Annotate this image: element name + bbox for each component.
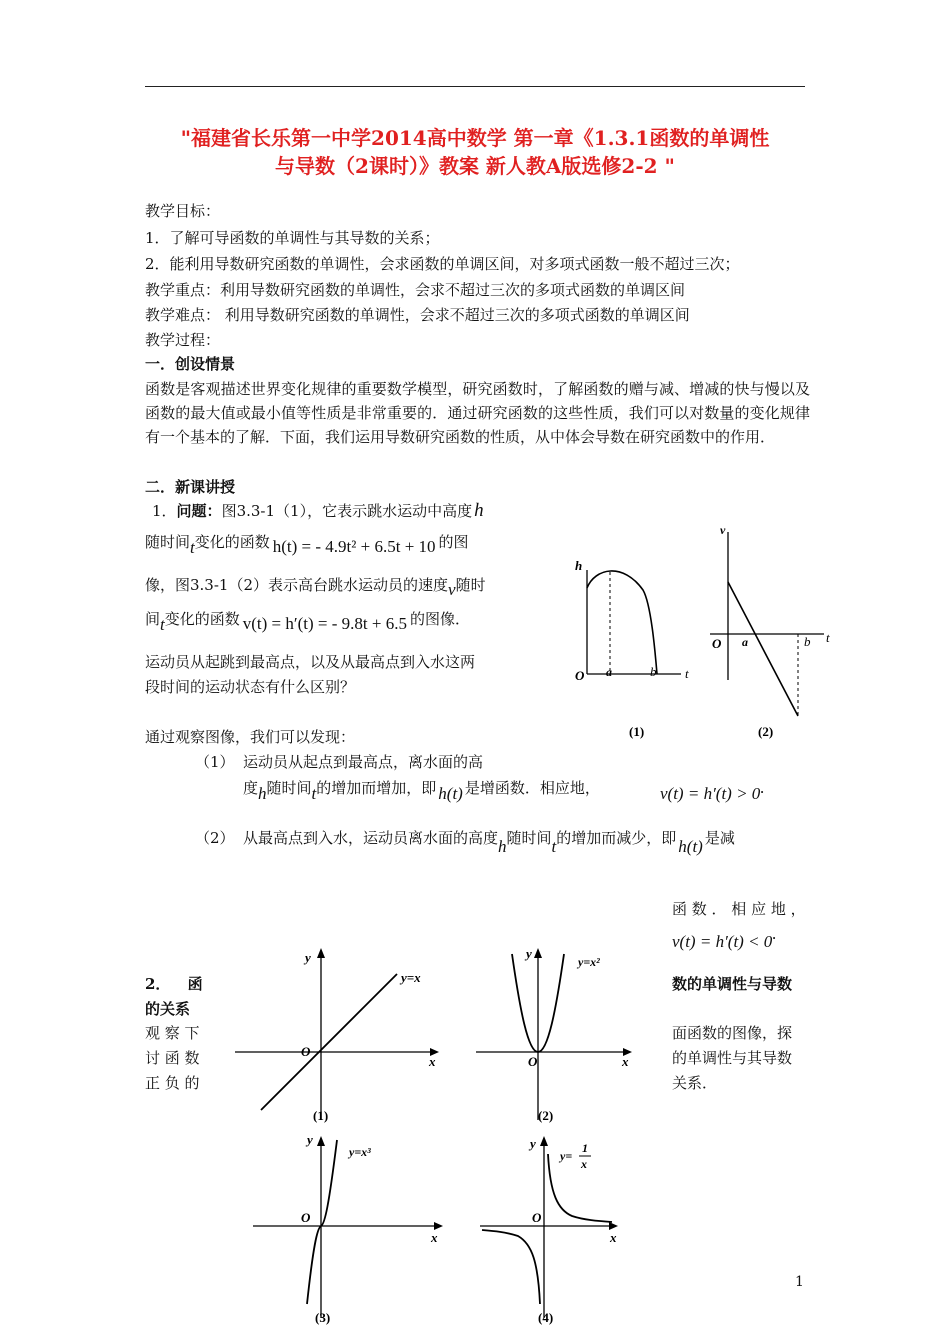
math-h: h	[474, 500, 484, 521]
g3-caption: (3)	[315, 1310, 331, 1325]
g3-y-arrow	[317, 1136, 325, 1146]
question-line-3	[145, 574, 486, 599]
figure-height-time	[565, 550, 705, 750]
g4-fraction-numerator: 1	[582, 1141, 588, 1155]
obs2-text-d: 是减	[704, 829, 735, 847]
sec2-right-2: 面函数的图像，探	[672, 1024, 793, 1042]
objective-2: 2．能利用导数研究函数的单调性，会求函数的单调区间，对多项式函数一般不超过三次；	[145, 255, 740, 273]
question-text-2a: 随时间	[145, 533, 191, 551]
question-line-4	[145, 608, 470, 634]
observe-text: 通过观察图像，我们可以发现：	[145, 728, 356, 746]
sec2-line-4: 讨 函 数	[145, 1049, 200, 1067]
fig2-origin: O	[712, 636, 722, 651]
obs2-text-a: 从最高点到入水，运动员离水面的高度	[243, 829, 499, 847]
fig1-origin: O	[575, 668, 585, 683]
g3-origin: O	[301, 1210, 311, 1225]
obs1-text-b3: 的增加而增加，即	[316, 779, 437, 797]
g2-function-label: y=x²	[578, 955, 600, 969]
obs1-text-b2: 随时间	[266, 779, 312, 797]
sec2-line-2: 的关系	[145, 1000, 191, 1018]
g1-origin: O	[301, 1044, 311, 1059]
question-number: 1．	[152, 502, 177, 520]
g4-function-label: y=	[560, 1149, 573, 1163]
dot-2: .	[772, 924, 777, 943]
g1-x-label: x	[429, 1054, 436, 1069]
graph-square	[470, 940, 640, 1130]
question-label: 问题：	[176, 502, 222, 520]
h-formula: h(t) = - 4.9t² + 6.5t + 10	[272, 537, 436, 556]
question-line-1	[152, 500, 484, 522]
increasing-condition-text: v(t) = h′(t) > 0	[660, 784, 761, 803]
graph-reciprocal	[472, 1128, 632, 1328]
title-line-2: 与导数（2课时）》教案 新人教A版选修2-2 "	[275, 154, 675, 178]
question-text-2c: 的图	[438, 533, 469, 551]
fig1-y-label: h	[575, 558, 583, 573]
g1-curve	[261, 974, 397, 1110]
math-t-2: t	[160, 615, 165, 634]
g4-x-label: x	[610, 1230, 617, 1245]
fig2-b-label: b	[804, 634, 811, 649]
section1-heading: 一．创设情景	[145, 355, 236, 373]
obs1-text-b1: 度	[243, 779, 259, 797]
page-number: 1	[795, 1274, 804, 1290]
math-h-3: h	[498, 837, 507, 856]
sec2-right-1: 数的单调性与导数	[672, 975, 793, 993]
fig2-velocity-line	[728, 582, 798, 716]
g2-y-arrow	[534, 948, 542, 958]
g4-curve-negative	[482, 1230, 540, 1304]
objectives-heading: 教学目标：	[145, 202, 221, 220]
obs2-number: （2）	[195, 829, 235, 847]
question-line-6: 段时间的运动状态有什么区别？	[145, 678, 356, 696]
sec2-line-3: 观 察 下	[145, 1024, 200, 1042]
question-text-3a: 像，图3.3-1（2）表示高台跳水运动员的速度	[145, 576, 449, 594]
graph-cube	[245, 1128, 455, 1328]
math-t: t	[190, 538, 195, 557]
objective-1: 1．了解可导函数的单调性与其导数的关系；	[145, 229, 440, 247]
fig1-caption: (1)	[629, 724, 645, 739]
decreasing-condition	[672, 924, 777, 952]
g4-fraction-denominator: x	[581, 1157, 587, 1171]
section2-heading: 二．新课讲授	[145, 478, 236, 496]
math-v: v	[448, 580, 456, 599]
g2-origin: O	[528, 1054, 538, 1069]
obs1-text-a: 运动员从起点到最高点，离水面的高	[243, 753, 484, 771]
g3-x-arrow	[434, 1222, 443, 1230]
obs2-text-e: 函 数 ． 相 应 地 ，	[672, 900, 806, 918]
question-line-5: 运动员从起跳到最高点，以及从最高点到入水这两	[145, 653, 476, 671]
fig2-a-label: a	[742, 635, 748, 649]
g4-y-arrow	[540, 1136, 548, 1146]
section1-text: 函数是客观描述世界变化规律的重要数学模型，研究函数时，了解函数的赠与减、增减的快与慢以及函数的最大值或最小值等性质是非常重要的．通过研究函数的这些性质，我们可以对数量的变化规律有一个基本的了解．下面，我们运用导数研究函数的性质，从中体会导数在研究函数中的作用．	[145, 380, 810, 446]
graph-linear	[225, 940, 455, 1130]
obs2-text-b: 随时间	[506, 829, 552, 847]
question-text-4b: 变化的函数	[164, 610, 240, 628]
g3-function-label: y=x³	[349, 1145, 371, 1159]
math-ht-2: h(t)	[678, 837, 703, 856]
g1-caption: (1)	[313, 1108, 329, 1123]
g1-function-label: y=x	[401, 970, 421, 985]
question-text-1: 图3.3-1（1），它表示跳水运动中高度	[221, 502, 473, 520]
question-text-4c: 的图像．	[409, 610, 470, 628]
header-rule	[145, 86, 805, 87]
decreasing-condition-text: v(t) = h′(t) < 0	[672, 932, 773, 951]
obs2-text-c: 的增加而减少，即	[556, 829, 677, 847]
question-text-4a: 间	[145, 610, 161, 628]
question-line-2	[145, 531, 469, 557]
question-text-2b: 变化的函数	[194, 533, 270, 551]
obs2-line	[243, 827, 735, 856]
difficulty: 教学难点： 利用导数研究函数的单调性，会求不超过三次的多项式函数的单调区间	[145, 306, 690, 324]
key-point: 教学重点：利用导数研究函数的单调性，会求不超过三次的多项式函数的单调区间	[145, 281, 686, 299]
math-ht: h(t)	[438, 784, 463, 803]
sec2-right-3: 的单调性与其导数	[672, 1049, 793, 1067]
increasing-condition	[660, 778, 765, 804]
g2-caption: (2)	[538, 1108, 554, 1123]
obs1-line-b	[243, 777, 600, 803]
dot-1: .	[760, 778, 765, 797]
g4-curve-positive	[548, 1154, 612, 1222]
fig1-x-label: t	[685, 666, 689, 681]
sec2-right-4: 关系．	[672, 1074, 718, 1092]
g4-x-arrow	[609, 1222, 618, 1230]
obs1-text-b4: 是增函数．相应地，	[464, 779, 600, 797]
g4-caption: (4)	[538, 1310, 554, 1325]
g4-origin: O	[532, 1210, 542, 1225]
process-heading: 教学过程：	[145, 331, 221, 349]
g3-curve	[307, 1140, 337, 1304]
fig1-a-label: a	[606, 665, 612, 679]
fig1-height-curve	[587, 571, 657, 674]
question-text-3b: 随时	[455, 576, 486, 594]
sec2-line-5: 正 负 的	[145, 1074, 200, 1092]
figure-velocity-time	[700, 520, 840, 750]
document-title	[145, 124, 805, 180]
obs1-number: （1）	[195, 753, 235, 771]
v-formula: v(t) = h′(t) = - 9.8t + 6.5	[242, 614, 407, 633]
fig2-t-label: t	[826, 630, 830, 645]
g1-y-arrow	[317, 948, 325, 958]
g2-x-label: x	[622, 1054, 629, 1069]
math-t-3: t	[311, 784, 317, 803]
g1-y-label: y	[305, 950, 311, 965]
math-t-4: t	[551, 837, 557, 856]
title-line-1: "福建省长乐第一中学2014高中数学 第一章《1.3.1函数的单调性	[180, 126, 770, 150]
fig2-caption: (2)	[758, 724, 774, 739]
sec2-number: 2． 函	[145, 975, 203, 993]
g2-y-label: y	[526, 946, 532, 961]
fig1-b-label: b	[650, 664, 657, 679]
fig2-v-label: v	[720, 523, 726, 537]
g4-y-label: y	[530, 1136, 536, 1151]
g3-y-label: y	[307, 1132, 313, 1147]
math-h-2: h	[258, 784, 267, 803]
g3-x-label: x	[431, 1230, 438, 1245]
